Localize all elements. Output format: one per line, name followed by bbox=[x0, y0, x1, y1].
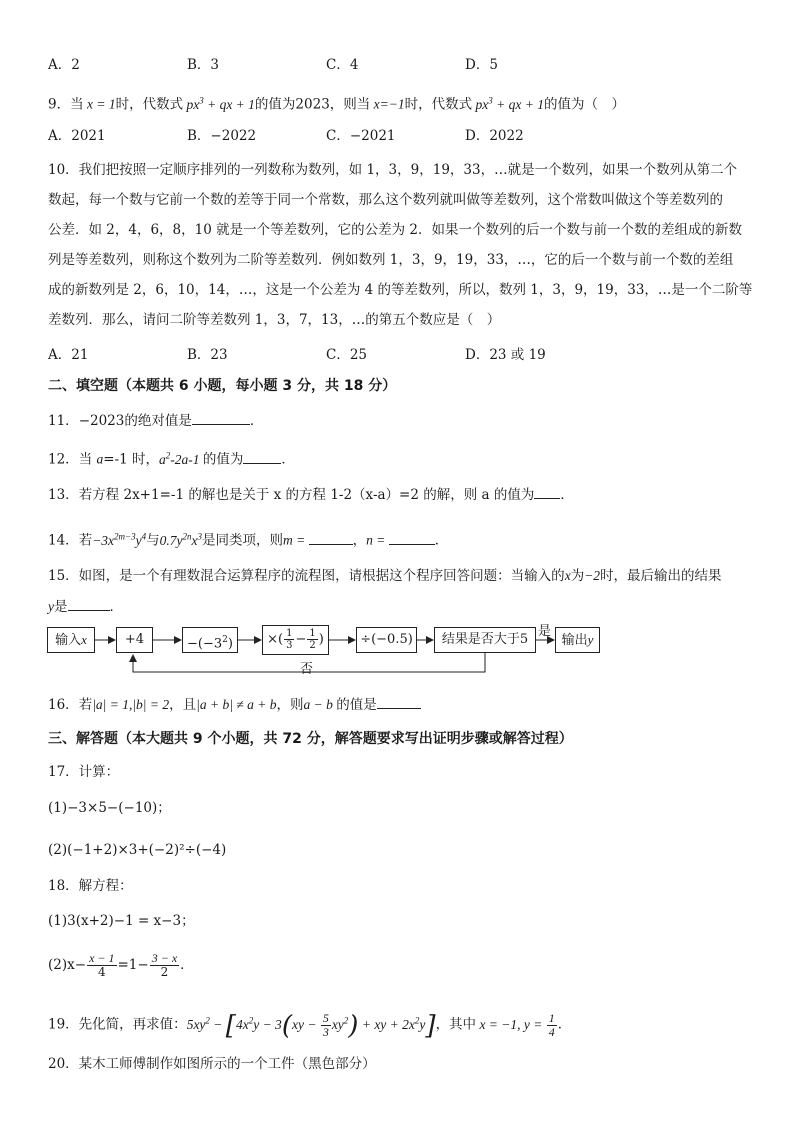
section-3-heading: 三、解答题（本大题共 9 个小题，共 72 分，解答题要求写出证明步骤或解答过程） bbox=[48, 731, 573, 747]
q14-term2: $0.7y^{2n}x^3$ bbox=[159, 531, 202, 548]
q17-part-2: (2)(−1+2)×3+(−2)²÷(−4) bbox=[48, 842, 227, 858]
q18-frac-2: $\frac{3 - x}{2}$ bbox=[151, 951, 178, 979]
q12-expr: $a^2-2a-1$ bbox=[159, 450, 203, 467]
q16-number: 16． bbox=[48, 697, 79, 713]
q18-part-1: (1)3(x+2)−1 = x−3； bbox=[48, 913, 195, 929]
q9-text-e: 时，代数式 bbox=[404, 96, 473, 113]
q16-cond2: |a + b| ≠ a + b bbox=[196, 697, 277, 712]
question-20: 20．某木工师傅制作如图所示的一个工件（黑色部分） bbox=[48, 1056, 376, 1072]
q16-blank[interactable] bbox=[377, 694, 421, 709]
q14-text-a: 若 bbox=[78, 532, 93, 549]
q15-text-d: 是 bbox=[54, 599, 68, 615]
q10-option-c: C．25 bbox=[326, 347, 368, 363]
flow-input-box: 输入x bbox=[47, 627, 95, 653]
q10-line-1: 10．我们把按照一定顺序排列的一列数称为数列，如 1，3，9，19，33，…就是一个数列，如果一个数列从第二个 bbox=[48, 162, 738, 178]
flow-yes-label: 是 bbox=[538, 624, 552, 639]
q14-n: n = bbox=[366, 532, 389, 548]
q14-m: m = bbox=[283, 532, 309, 548]
flow-no-label: 否 bbox=[300, 662, 314, 677]
q18-p2-end: ． bbox=[180, 957, 194, 973]
flow-times-label: ×( bbox=[267, 632, 284, 647]
q9-option-a: A．2021 bbox=[48, 128, 106, 144]
q14-text-c: 是同类项，则 bbox=[202, 532, 283, 549]
q9-expr2: $px^3$ + qx + 1 bbox=[472, 95, 544, 112]
q9-option-b: B．−2022 bbox=[187, 128, 257, 144]
q11-value: −2023 bbox=[78, 413, 125, 429]
q12-text-b: =-1 时， bbox=[103, 451, 159, 468]
q12-text-a: 当 bbox=[78, 451, 97, 468]
q18-title: 18．解方程： bbox=[48, 878, 133, 894]
q8-option-a: A．2 bbox=[48, 57, 80, 73]
flow-output-box: 输出y bbox=[555, 627, 600, 653]
q16-text-c: ，则 bbox=[276, 697, 304, 713]
q19-number: 19．先化简，再求值： bbox=[48, 1016, 187, 1033]
q10-option-d: D．23 或 19 bbox=[465, 347, 546, 363]
flow-plus4-box: +4 bbox=[116, 627, 153, 653]
q11-text: 的绝对值是 bbox=[124, 413, 192, 429]
q15-text-a: 15．如图，是一个有理数混合运算程序的流程图，请根据这个程序回答问题：当输入的 bbox=[48, 568, 565, 584]
q16-cond1: |a| = 1,|b| = 2 bbox=[92, 697, 170, 712]
flow-times-box: ×( $\frac{1}{3}$ − $\frac{1}{2}$ ) bbox=[262, 625, 329, 655]
q9-value: 2023 bbox=[295, 96, 330, 113]
q10-option-a: A．21 bbox=[48, 347, 89, 363]
q9-option-c: C．−2021 bbox=[326, 128, 396, 144]
q14-text-d: ， bbox=[352, 532, 367, 549]
q9-cond2: x=−1 bbox=[370, 96, 405, 112]
q8-option-b: B．3 bbox=[187, 57, 220, 73]
q16-text-d: 的值是 bbox=[336, 697, 377, 713]
q8-option-d: D．5 bbox=[465, 57, 498, 73]
q9-text-b: 时，代数式 bbox=[115, 96, 184, 113]
q9-option-d: D．2022 bbox=[465, 128, 524, 144]
q18-p2-b: =1− bbox=[117, 957, 149, 973]
q16-expr: a − b bbox=[303, 697, 337, 712]
q9-text-a: 当 bbox=[70, 96, 84, 113]
q10-line-6: 差数列．那么，请问二阶等差数列 1，3，7，13，…的第五个数应是（ ） bbox=[48, 312, 501, 328]
q10-line-2: 数起，每一个数与它前一个数的差等于同一个常数，那么这个数列就叫做等差数列，这个常数叫做这个等差数列的 bbox=[48, 192, 723, 208]
q9-text-f: 的值为（ ） bbox=[543, 96, 625, 113]
q16-text-a: 若 bbox=[78, 697, 93, 713]
q18-frac-1: $\frac{x - 1}{4}$ bbox=[89, 951, 115, 979]
q13-end: ． bbox=[560, 487, 574, 503]
q12-var-a: a bbox=[96, 451, 104, 467]
q13-text: 若方程 2x+1=-1 的解也是关于 x 的方程 1-2（x-a）=2 的解，则 a 的值为 bbox=[78, 487, 535, 503]
question-16 bbox=[48, 694, 421, 715]
q15-var-x: x bbox=[564, 568, 571, 583]
q12-end: ． bbox=[281, 451, 295, 468]
q10-line-4: 列是等差数列，则称这个数列为二阶等差数列．例如数列 1，3，9，19，33，…，它的后一个数与前一个数的差组 bbox=[48, 252, 734, 268]
q14-term1: $-3x^{2m-3}y^4$ bbox=[92, 531, 147, 548]
q16-text-b: ，且 bbox=[169, 697, 197, 713]
q14-text-b: 与 bbox=[146, 532, 160, 549]
q14-end: ． bbox=[434, 532, 449, 549]
q10-option-b: B．23 bbox=[187, 347, 228, 363]
q14-number: 14． bbox=[48, 532, 79, 549]
q8-option-c: C．4 bbox=[326, 57, 359, 73]
q15-val: −2 bbox=[584, 568, 601, 583]
flow-divide-box: ÷(−0.5) bbox=[356, 627, 417, 653]
question-19 bbox=[48, 1002, 571, 1043]
q17-part-1: (1)−3×5−(−10)； bbox=[48, 800, 171, 816]
q19-values: x = −1, y = $\frac{1}{4}$ bbox=[476, 1010, 555, 1039]
q11-end: ． bbox=[249, 413, 264, 429]
q19-tail: ，其中 bbox=[435, 1016, 477, 1033]
q17-title: 17．计算： bbox=[48, 764, 120, 780]
q19-end: ． bbox=[557, 1016, 572, 1033]
q13-number: 13． bbox=[48, 487, 79, 503]
q10-line-5: 成的新数列是 2，6，10，14，…，这是一个公差为 4 的等差数列，所以，数列 1，3，9，19，33，…是一个二阶等 bbox=[48, 282, 753, 298]
flow-minus-label: −(−3 bbox=[187, 636, 223, 652]
q9-expr1: $px^3$ + qx + 1 bbox=[183, 95, 255, 112]
q12-number: 12． bbox=[48, 451, 79, 468]
flow-minus-box: $-(-3^2)$ bbox=[182, 627, 238, 653]
q10-line-3: 公差．如 2，4，6，8，10 就是一个等差数列，它的公差为 2．如果一个数列的后一个数与前一个数的差组成的新数 bbox=[48, 222, 742, 238]
flow-output-label: 输出 bbox=[561, 633, 588, 648]
q15-end: ． bbox=[109, 599, 123, 615]
q9-text-c: 的值为 bbox=[254, 96, 296, 113]
q9-number: 9． bbox=[48, 96, 71, 113]
q9-text-d: ，则当 bbox=[329, 96, 371, 113]
q15-text-b: 为 bbox=[570, 568, 585, 584]
q19-expression: $5xy^2 - [4x^2y - 3(xy$ − $\frac{5}{3}$ $xy^2$) + xy + $2x^2y$] bbox=[186, 1010, 436, 1041]
q15-text-c: 时，最后输出的结果 bbox=[600, 568, 722, 584]
q18-part-2 bbox=[48, 948, 194, 982]
q15-var-y: y bbox=[48, 599, 54, 614]
q11-number: 11． bbox=[48, 413, 79, 429]
q12-text-c: 的值为 bbox=[202, 451, 244, 468]
q18-p2-a: (2)x− bbox=[48, 957, 87, 973]
q9-cond1: x = 1 bbox=[83, 96, 116, 112]
flow-input-label: 输入 bbox=[55, 633, 82, 648]
flow-check-box: 结果是否大于5 bbox=[434, 627, 536, 653]
section-2-heading: 二、填空题（本题共 6 小题，每小题 3 分，共 18 分） bbox=[48, 378, 397, 394]
